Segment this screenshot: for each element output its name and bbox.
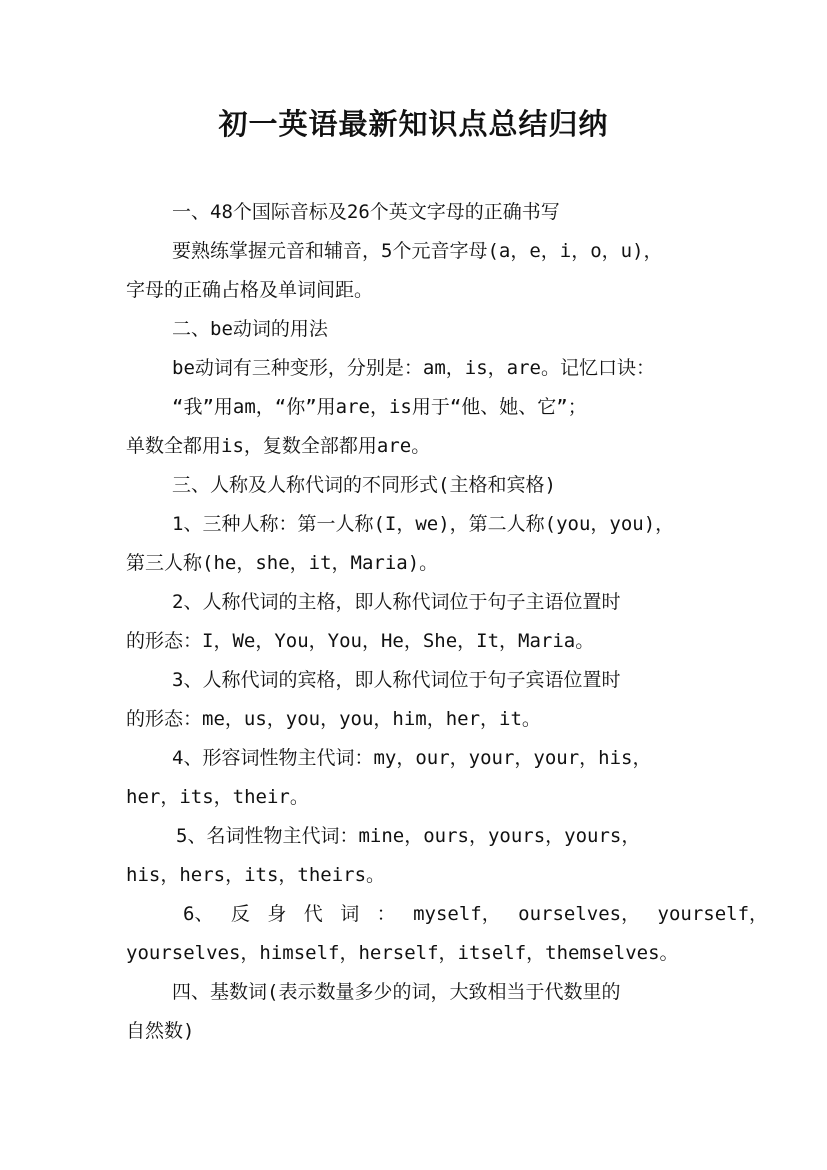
text-line: 的形态：I，We，You，You，He，She，It，Maria。	[126, 630, 595, 652]
text-line: yourselves，himself，herself，itself，themselves。	[126, 942, 679, 964]
section-heading: 三、人称及人称代词的不同形式(主格和宾格)	[172, 474, 556, 496]
text-line: 字母的正确占格及单词间距。	[126, 279, 374, 301]
text-line: be动词有三种变形，分别是：am，is，are。记忆口诀：	[172, 357, 655, 379]
text-line: 自然数)	[126, 1020, 195, 1042]
text-line: “我”用am，“你”用are，is用于“他、她、它”；	[172, 396, 587, 418]
text-line: 一、48个国际音标及26个英文字母的正确书写	[172, 201, 560, 223]
text-line: 2、人称代词的主格，即人称代词位于句子主语位置时	[172, 591, 621, 613]
section-heading: 二、be动词的用法	[172, 318, 328, 340]
text-line: her，its，their。	[126, 786, 309, 808]
document-title: 初一英语最新知识点总结归纳	[218, 107, 609, 141]
section-heading: 四、基数词(表示数量多少的词，大致相当于代数里的	[172, 981, 621, 1003]
text-line: 要熟练掌握元音和辅音，5个元音字母(a，e，i，o，u)，	[172, 240, 663, 262]
text-line: 6、 反 身 代 词 ： myself， ourselves， yourself，	[183, 903, 769, 925]
text-line: 第三人称(he，she，it，Maria)。	[126, 552, 439, 574]
text-line: 1、三种人称：第一人称(I，we)，第二人称(you，you)，	[172, 513, 675, 535]
text-line: 的形态：me，us，you，you，him，her，it。	[126, 708, 541, 730]
text-line: 单数全都用is，复数全部都用are。	[126, 435, 431, 457]
text-line: 4、形容词性物主代词：my，our，your，your，his，	[172, 747, 652, 769]
text-line: 5、名词性物主代词：mine，ours，yours，yours，	[176, 825, 641, 847]
text-line: 3、人称代词的宾格，即人称代词位于句子宾语位置时	[172, 669, 621, 691]
text-line: his，hers，its，theirs。	[126, 864, 386, 886]
